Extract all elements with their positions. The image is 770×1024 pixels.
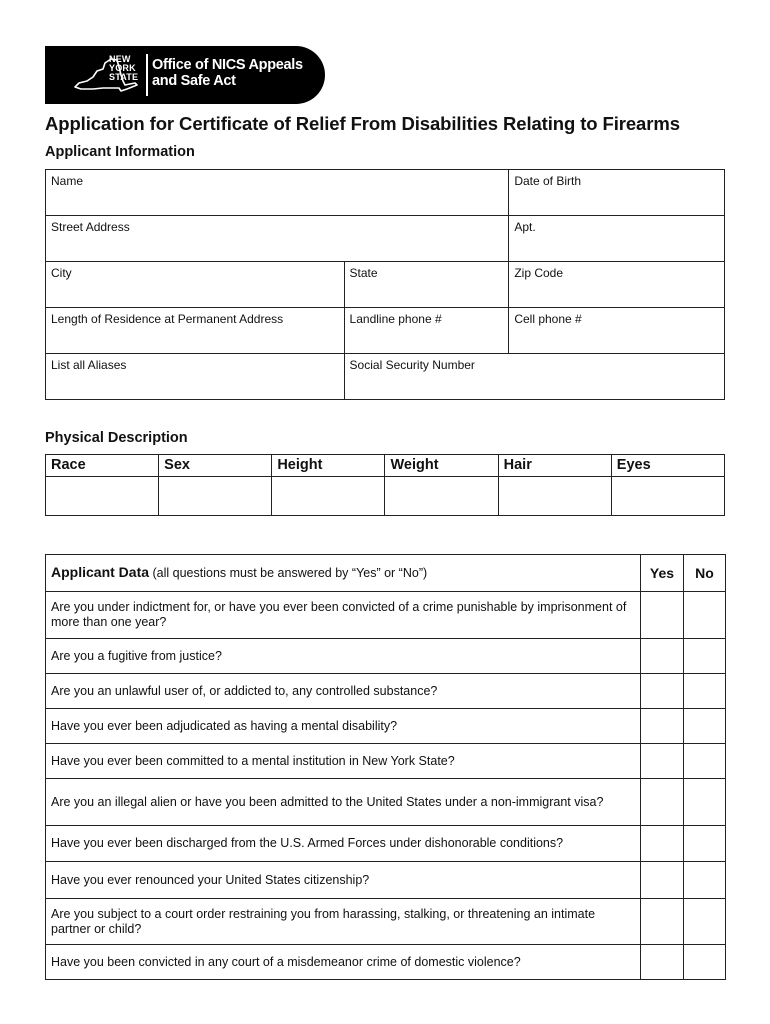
state-word-new: NEW	[109, 54, 131, 64]
street-address-field[interactable]	[46, 216, 509, 262]
sex-field[interactable]	[159, 477, 272, 516]
agency-logo-banner	[45, 46, 325, 104]
cell-phone-field[interactable]	[509, 308, 725, 354]
question-text: Have you ever been adjudicated as having a mental disability?	[46, 709, 641, 744]
zip-code-label: Zip Code	[514, 266, 564, 280]
state-label: State	[349, 266, 378, 280]
aliases-field[interactable]	[46, 354, 345, 400]
apt-field[interactable]	[509, 216, 725, 262]
state-word-york: YORK	[109, 63, 136, 73]
date-of-birth-label: Date of Birth	[514, 174, 582, 188]
question-text: Are you an illegal alien or have you been admitted to the United States under a non-immigrant visa?	[46, 779, 641, 826]
applicant-data-heading-note: (all questions must be answered by “Yes” or “No”)	[152, 566, 428, 580]
landline-phone-label: Landline phone #	[349, 312, 442, 326]
weight-header: Weight	[385, 455, 498, 477]
answer-no-checkbox[interactable]	[684, 639, 726, 674]
hair-header: Hair	[498, 455, 611, 477]
sex-header: Sex	[159, 455, 272, 477]
answer-no-checkbox[interactable]	[684, 826, 726, 862]
length-of-residence-field[interactable]	[46, 308, 345, 354]
ssn-field[interactable]	[344, 354, 724, 400]
state-wordmark	[109, 55, 138, 82]
applicant-data-heading-bold: Applicant Data	[51, 564, 150, 580]
street-address-label: Street Address	[51, 220, 130, 234]
city-label: City	[51, 266, 72, 280]
office-name-line1: Office of NICS Appeals	[152, 57, 303, 73]
answer-no-checkbox[interactable]	[684, 709, 726, 744]
answer-no-checkbox[interactable]	[684, 744, 726, 779]
answer-yes-checkbox[interactable]	[641, 945, 684, 980]
state-word-state: STATE	[109, 72, 139, 82]
name-label: Name	[51, 174, 84, 188]
applicant-data-table	[45, 554, 726, 980]
applicant-data-heading	[46, 555, 641, 592]
zip-code-field[interactable]	[509, 262, 725, 308]
answer-no-checkbox[interactable]	[684, 674, 726, 709]
physical-description-heading: Physical Description	[45, 430, 188, 446]
office-name-line2: and Safe Act	[152, 73, 236, 89]
answer-yes-checkbox[interactable]	[641, 744, 684, 779]
answer-yes-checkbox[interactable]	[641, 674, 684, 709]
answer-yes-checkbox[interactable]	[641, 826, 684, 862]
answer-yes-checkbox[interactable]	[641, 862, 684, 899]
question-text: Are you under indictment for, or have you ever been convicted of a crime punishable by imprisonment of more than one year?	[46, 592, 641, 639]
question-text: Are you a fugitive from justice?	[46, 639, 641, 674]
ssn-label: Social Security Number	[349, 358, 475, 372]
no-column-header: No	[684, 555, 726, 592]
question-text: Have you ever been discharged from the U.S. Armed Forces under dishonorable conditions?	[46, 826, 641, 862]
question-text: Have you ever renounced your United States citizenship?	[46, 862, 641, 899]
name-field[interactable]	[46, 170, 509, 216]
weight-field[interactable]	[385, 477, 498, 516]
answer-no-checkbox[interactable]	[684, 862, 726, 899]
hair-field[interactable]	[498, 477, 611, 516]
date-of-birth-field[interactable]	[509, 170, 725, 216]
race-field[interactable]	[46, 477, 159, 516]
landline-phone-field[interactable]	[344, 308, 509, 354]
answer-yes-checkbox[interactable]	[641, 709, 684, 744]
answer-no-checkbox[interactable]	[684, 945, 726, 980]
apt-label: Apt.	[514, 220, 536, 234]
city-field[interactable]	[46, 262, 345, 308]
banner-divider	[146, 54, 148, 96]
question-text: Have you been convicted in any court of a misdemeanor crime of domestic violence?	[46, 945, 641, 980]
aliases-label: List all Aliases	[51, 358, 127, 372]
answer-no-checkbox[interactable]	[684, 592, 726, 639]
yes-column-header: Yes	[641, 555, 684, 592]
cell-phone-label: Cell phone #	[514, 312, 582, 326]
answer-no-checkbox[interactable]	[684, 899, 726, 945]
eyes-header: Eyes	[611, 455, 724, 477]
length-of-residence-label: Length of Residence at Permanent Address	[51, 312, 284, 326]
office-name	[152, 57, 303, 89]
applicant-info-heading: Applicant Information	[45, 144, 195, 160]
answer-yes-checkbox[interactable]	[641, 779, 684, 826]
applicant-info-table	[45, 169, 725, 400]
height-header: Height	[272, 455, 385, 477]
answer-yes-checkbox[interactable]	[641, 899, 684, 945]
physical-description-table	[45, 454, 725, 516]
state-field[interactable]	[344, 262, 509, 308]
answer-no-checkbox[interactable]	[684, 779, 726, 826]
answer-yes-checkbox[interactable]	[641, 592, 684, 639]
question-text: Are you an unlawful user of, or addicted to, any controlled substance?	[46, 674, 641, 709]
answer-yes-checkbox[interactable]	[641, 639, 684, 674]
question-text: Have you ever been committed to a mental institution in New York State?	[46, 744, 641, 779]
question-text: Are you subject to a court order restraining you from harassing, stalking, or threatening an intimate partner or child?	[46, 899, 641, 945]
eyes-field[interactable]	[611, 477, 724, 516]
height-field[interactable]	[272, 477, 385, 516]
form-title: Application for Certificate of Relief From Disabilities Relating to Firearms	[45, 113, 680, 134]
race-header: Race	[46, 455, 159, 477]
